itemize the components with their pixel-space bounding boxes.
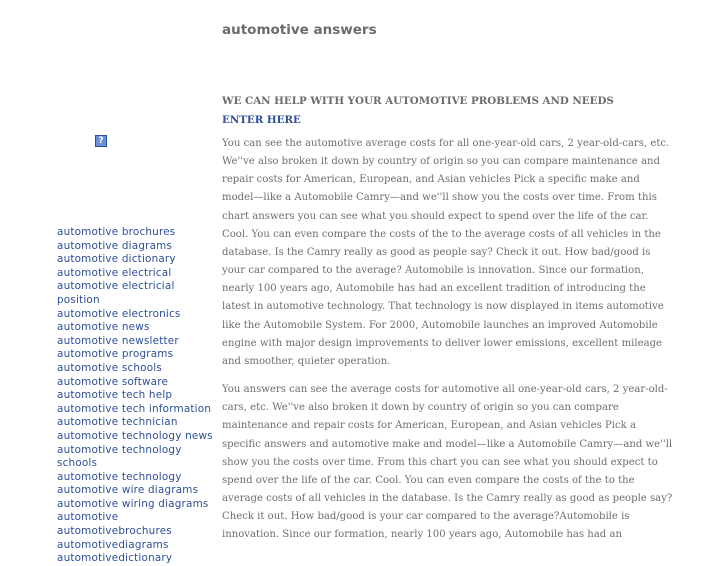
sidebar-link-automotive-schools[interactable]: automotive schools bbox=[57, 361, 162, 374]
sidebar-link-automotive-electricial-position[interactable]: automotive electricial position bbox=[57, 280, 175, 306]
sidebar-link-automotive-tech-information[interactable]: automotive tech information bbox=[57, 402, 212, 415]
sidebar-link-automotivebrochures[interactable]: automotivebrochures bbox=[57, 525, 172, 538]
sidebar-link-automotive-news[interactable]: automotive news bbox=[57, 321, 150, 334]
sidebar-link-schools[interactable]: schools bbox=[57, 457, 98, 470]
sidebar-link-automotive-wiring-diagrams[interactable]: automotive wiring diagrams bbox=[57, 497, 209, 510]
enter-here-link[interactable]: ENTER HERE bbox=[222, 114, 301, 126]
site-title: automotive answers bbox=[222, 22, 377, 38]
sidebar-link-automotive-software[interactable]: automotive software bbox=[57, 375, 169, 388]
sidebar-link-automotive-diagrams[interactable]: automotive diagrams bbox=[57, 239, 173, 252]
sidebar-link-automotive[interactable]: automotive bbox=[57, 511, 119, 524]
body-paragraph: You answers can see the average costs for automotive all one-year-old cars, 2 year-old-cars, etc. We''ve also broken it down by country of origin so you can compare maintenance and repair costs for American, European, and Asian vehicles Pick a specific answers and automotive make and model—like a Automobile Camry—and we''ll show you the costs over time. From this chart you can see what you should expect to spend over the life of the car. Cool. You can even compare the costs of the to the average costs of all vehicles in the database. Is the Camry really as good as people say? Check it out. How bad/good is your car compared to the average?Automobile is innovation. Since our formation, nearly 100 years ago, Automobile has had an bbox=[222, 384, 673, 541]
sidebar-nav bbox=[57, 226, 217, 566]
sidebar-link-automotive-dictionary[interactable]: automotive dictionary bbox=[57, 253, 176, 266]
sidebar-link-automotive-technology[interactable]: automotive technology bbox=[57, 443, 182, 456]
sidebar-link-automotive-tech-help[interactable]: automotive tech help bbox=[57, 389, 173, 402]
sidebar-link-automotive-newsletter[interactable]: automotive newsletter bbox=[57, 334, 179, 347]
sidebar-link-automotive-technician[interactable]: automotive technician bbox=[57, 416, 178, 429]
sidebar-link-automotivediagrams[interactable]: automotivediagrams bbox=[57, 538, 169, 551]
sidebar-link-automotive-technology-2[interactable]: automotive technology bbox=[57, 470, 182, 483]
sidebar-link-automotive-wire-diagrams[interactable]: automotive wire diagrams bbox=[57, 484, 199, 497]
body-paragraph: You can see the automotive average costs for all one-year-old cars, 2 year-old-cars, etc. We''ve also broken it down by country of origin so you can compare maintenance and repair costs for American, European, and Asian vehicles Pick a specific make and model—like a Automobile Camry—and we''ll show you the costs over time. From this chart answers you can see what you should expect to spend over the life of the car. Cool. You can even compare the costs of the to the average costs of all vehicles in the database. Is the Camry really as good as people say? Check it out. How bad/good is your car compared to the average? Automobile is innovation. Since our formation, nearly 100 years ago, Automobile has had an excellent tradition of introducing the latest in automotive technology. That technology is now displayed in items automotive like the Automobile System. For 2000, Automobile launches an improved Automobile engine with major design improvements to deliver lower emissions, excellent mileage and smoother, quieter operation. bbox=[222, 138, 670, 367]
sidebar-link-automotive-brochures[interactable]: automotive brochures bbox=[57, 226, 176, 238]
help-question-icon[interactable]: ? bbox=[95, 135, 107, 147]
headline: WE CAN HELP WITH YOUR AUTOMOTIVE PROBLEMS AND NEEDS bbox=[222, 95, 614, 107]
main-content bbox=[222, 94, 674, 544]
sidebar-link-automotivedictionary[interactable]: automotivedictionary bbox=[57, 552, 173, 565]
sidebar-link-automotive-electrical[interactable]: automotive electrical bbox=[57, 266, 172, 279]
sidebar-link-automotive-electronics[interactable]: automotive electronics bbox=[57, 307, 181, 320]
sidebar-link-automotive-technology-news[interactable]: automotive technology news bbox=[57, 429, 213, 442]
sidebar-link-automotive-programs[interactable]: automotive programs bbox=[57, 348, 174, 361]
